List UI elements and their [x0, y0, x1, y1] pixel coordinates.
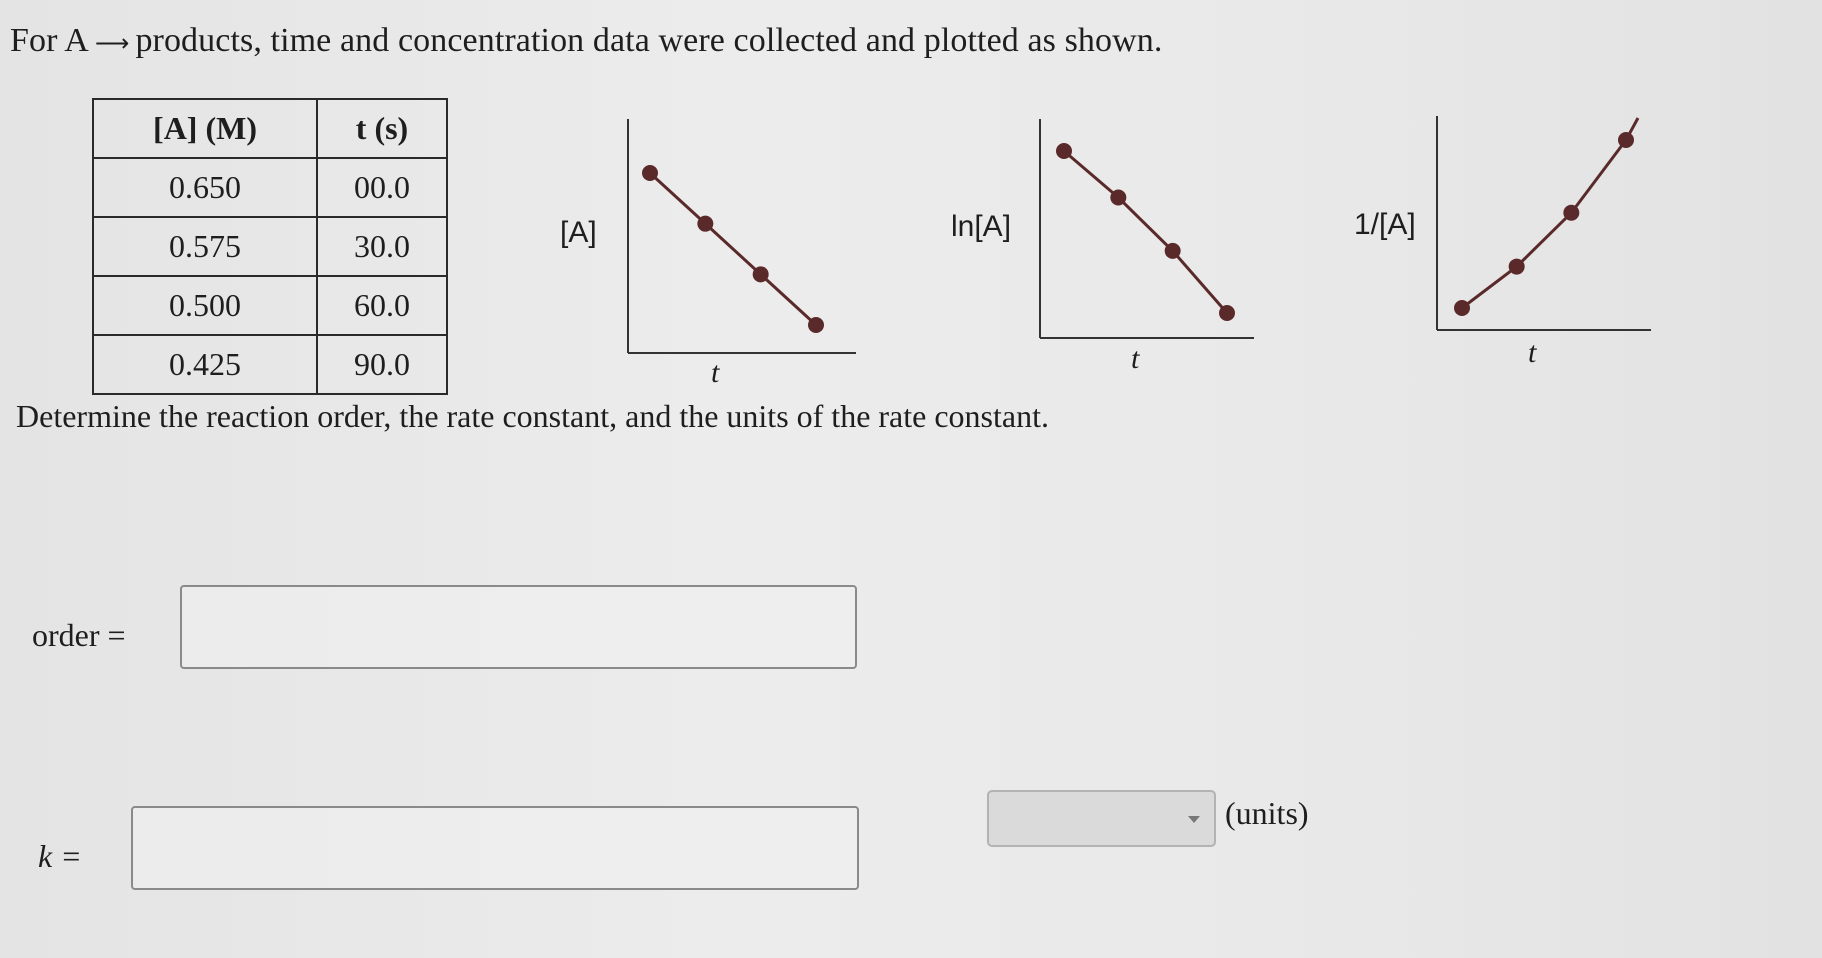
- data-point: [1056, 143, 1072, 159]
- data-point: [697, 216, 713, 232]
- data-point: [1110, 190, 1126, 206]
- units-label: (units): [1225, 795, 1309, 831]
- data-point: [642, 165, 658, 181]
- table-header-row: [93, 99, 447, 158]
- data-point: [1618, 132, 1634, 148]
- problem-prompt: [10, 22, 1163, 60]
- table-row: [93, 276, 447, 335]
- order-input[interactable]: [180, 585, 857, 669]
- series-line: [1462, 140, 1626, 308]
- data-point: [1454, 300, 1470, 316]
- table-cell-concentration: 0.425: [93, 335, 317, 394]
- table-row: [93, 335, 447, 394]
- plot-ln-concentration-xlabel: t: [1131, 342, 1140, 375]
- table-cell-time: 90.0: [317, 335, 447, 394]
- rate-constant-label: k =: [38, 838, 82, 874]
- data-point: [1563, 205, 1579, 221]
- order-label: order =: [32, 617, 126, 653]
- data-point: [808, 317, 824, 333]
- series-line: [650, 173, 816, 325]
- data-point: [1165, 243, 1181, 259]
- concentration-time-table: [92, 98, 448, 395]
- table-cell-concentration: 0.575: [93, 217, 317, 276]
- prompt-reactant: For A: [10, 22, 89, 59]
- units-dropdown[interactable]: [987, 790, 1216, 847]
- column-header-concentration: [A] (M): [93, 99, 317, 158]
- plot-inverse-concentration-vs-time: [1429, 112, 1654, 337]
- series-line: [1064, 151, 1227, 313]
- plot-inverse-concentration-ylabel: 1/[A]: [1354, 208, 1416, 241]
- plot-concentration-vs-time: [620, 115, 860, 365]
- table-cell-concentration: 0.650: [93, 158, 317, 217]
- plot-concentration-xlabel: t: [711, 356, 720, 389]
- table-row: [93, 158, 447, 217]
- table-cell-concentration: 0.500: [93, 276, 317, 335]
- question-text: Determine the reaction order, the rate constant, and the units of the rate constant.: [16, 398, 1049, 434]
- data-point: [753, 266, 769, 282]
- table-cell-time: 00.0: [317, 158, 447, 217]
- rate-constant-input[interactable]: [131, 806, 859, 890]
- table-row: [93, 217, 447, 276]
- plot-concentration-ylabel: [A]: [560, 216, 597, 249]
- table-cell-time: 30.0: [317, 217, 447, 276]
- reaction-arrow-icon: ⟶: [94, 29, 130, 58]
- data-point: [1219, 305, 1235, 321]
- plot-ln-concentration-vs-time: [1032, 115, 1262, 345]
- chevron-down-icon[interactable]: [1188, 816, 1200, 823]
- plot-inverse-concentration-xlabel: t: [1528, 336, 1537, 369]
- plot-ln-concentration-ylabel: ln[A]: [951, 210, 1012, 243]
- table-cell-time: 60.0: [317, 276, 447, 335]
- prompt-text: products, time and concentration data were collected and plotted as shown.: [135, 22, 1163, 59]
- data-point: [1509, 259, 1525, 275]
- column-header-time: t (s): [317, 99, 447, 158]
